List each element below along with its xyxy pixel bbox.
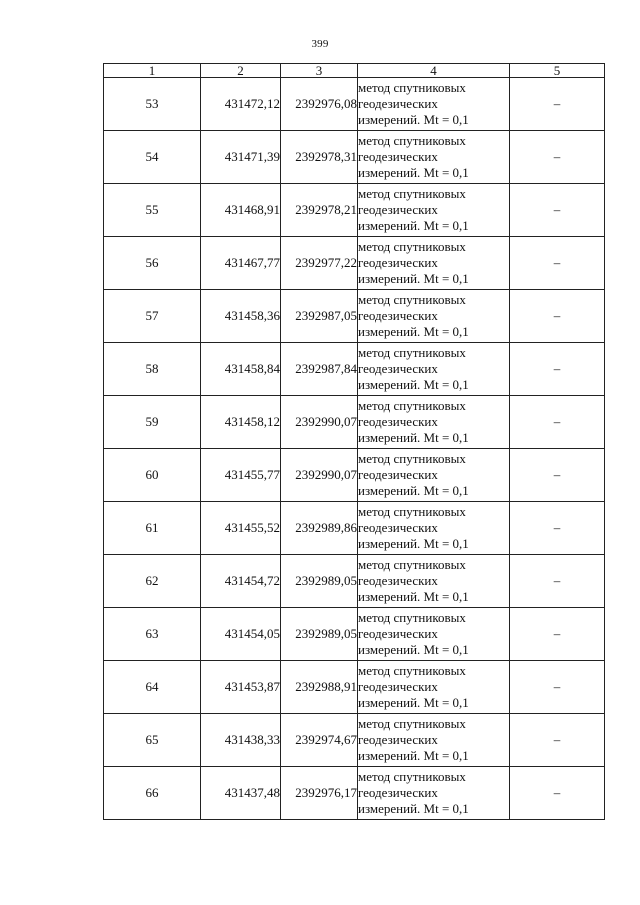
method-line: измерений. Mt = 0,1 <box>358 748 469 763</box>
x-coordinate-cell: 431455,52 <box>201 502 281 555</box>
table-row <box>104 555 605 608</box>
method-cell <box>358 449 510 502</box>
point-number-cell: 63 <box>104 608 201 661</box>
note-cell: – <box>510 502 605 555</box>
method-line: метод спутниковых <box>358 663 466 678</box>
y-coordinate-cell: 2392987,05 <box>281 290 358 343</box>
table-row <box>104 608 605 661</box>
point-number-cell: 61 <box>104 502 201 555</box>
note-cell: – <box>510 661 605 714</box>
x-coordinate-cell: 431453,87 <box>201 661 281 714</box>
method-line: измерений. Mt = 0,1 <box>358 324 469 339</box>
method-line: геодезических <box>358 626 438 641</box>
method-cell <box>358 502 510 555</box>
x-coordinate-cell: 431455,77 <box>201 449 281 502</box>
y-coordinate-cell: 2392978,21 <box>281 184 358 237</box>
x-coordinate-cell: 431472,12 <box>201 78 281 131</box>
table-row <box>104 237 605 290</box>
method-line: метод спутниковых <box>358 504 466 519</box>
method-cell <box>358 184 510 237</box>
point-number-cell: 57 <box>104 290 201 343</box>
method-line: метод спутниковых <box>358 186 466 201</box>
method-line: геодезических <box>358 785 438 800</box>
header-col-3: 3 <box>281 64 358 78</box>
note-cell: – <box>510 290 605 343</box>
table-row <box>104 343 605 396</box>
point-number-cell: 58 <box>104 343 201 396</box>
table-row <box>104 714 605 767</box>
y-coordinate-cell: 2392990,07 <box>281 449 358 502</box>
note-cell: – <box>510 608 605 661</box>
x-coordinate-cell: 431454,72 <box>201 555 281 608</box>
method-line: геодезических <box>358 520 438 535</box>
method-line: метод спутниковых <box>358 557 466 572</box>
method-line: геодезических <box>358 414 438 429</box>
point-number-cell: 62 <box>104 555 201 608</box>
x-coordinate-cell: 431454,05 <box>201 608 281 661</box>
point-number-cell: 59 <box>104 396 201 449</box>
method-line: метод спутниковых <box>358 292 466 307</box>
method-line: измерений. Mt = 0,1 <box>358 218 469 233</box>
point-number-cell: 56 <box>104 237 201 290</box>
note-cell: – <box>510 555 605 608</box>
y-coordinate-cell: 2392978,31 <box>281 131 358 184</box>
method-line: метод спутниковых <box>358 398 466 413</box>
method-line: измерений. Mt = 0,1 <box>358 801 469 816</box>
page-number: 399 <box>311 38 329 50</box>
point-number-cell: 60 <box>104 449 201 502</box>
method-line: метод спутниковых <box>358 716 466 731</box>
method-line: метод спутниковых <box>358 80 466 95</box>
method-line: метод спутниковых <box>358 239 466 254</box>
y-coordinate-cell: 2392977,22 <box>281 237 358 290</box>
method-cell <box>358 290 510 343</box>
method-line: метод спутниковых <box>358 610 466 625</box>
method-line: измерений. Mt = 0,1 <box>358 483 469 498</box>
method-cell <box>358 396 510 449</box>
y-coordinate-cell: 2392990,07 <box>281 396 358 449</box>
y-coordinate-cell: 2392976,08 <box>281 78 358 131</box>
point-number-cell: 55 <box>104 184 201 237</box>
method-cell <box>358 237 510 290</box>
method-line: метод спутниковых <box>358 769 466 784</box>
x-coordinate-cell: 431458,12 <box>201 396 281 449</box>
point-number-cell: 53 <box>104 78 201 131</box>
header-col-5: 5 <box>510 64 605 78</box>
method-line: измерений. Mt = 0,1 <box>358 642 469 657</box>
method-line: измерений. Mt = 0,1 <box>358 271 469 286</box>
table-row <box>104 131 605 184</box>
method-line: измерений. Mt = 0,1 <box>358 112 469 127</box>
table-row <box>104 290 605 343</box>
table-row <box>104 502 605 555</box>
table-header <box>104 64 605 78</box>
note-cell: – <box>510 449 605 502</box>
note-cell: – <box>510 343 605 396</box>
method-line: геодезических <box>358 679 438 694</box>
point-number-cell: 65 <box>104 714 201 767</box>
method-line: геодезических <box>358 255 438 270</box>
x-coordinate-cell: 431467,77 <box>201 237 281 290</box>
table-row <box>104 661 605 714</box>
method-cell <box>358 78 510 131</box>
method-cell <box>358 608 510 661</box>
method-line: геодезических <box>358 573 438 588</box>
x-coordinate-cell: 431471,39 <box>201 131 281 184</box>
note-cell: – <box>510 396 605 449</box>
x-coordinate-cell: 431468,91 <box>201 184 281 237</box>
table-row <box>104 184 605 237</box>
table-body <box>104 78 605 820</box>
point-number-cell: 64 <box>104 661 201 714</box>
x-coordinate-cell: 431458,36 <box>201 290 281 343</box>
method-cell <box>358 661 510 714</box>
note-cell: – <box>510 184 605 237</box>
y-coordinate-cell: 2392989,86 <box>281 502 358 555</box>
table-row <box>104 396 605 449</box>
header-col-2: 2 <box>201 64 281 78</box>
method-cell <box>358 767 510 820</box>
y-coordinate-cell: 2392989,05 <box>281 608 358 661</box>
point-number-cell: 66 <box>104 767 201 820</box>
x-coordinate-cell: 431437,48 <box>201 767 281 820</box>
note-cell: – <box>510 714 605 767</box>
x-coordinate-cell: 431458,84 <box>201 343 281 396</box>
method-line: геодезических <box>358 202 438 217</box>
y-coordinate-cell: 2392988,91 <box>281 661 358 714</box>
method-cell <box>358 555 510 608</box>
method-cell <box>358 131 510 184</box>
method-line: измерений. Mt = 0,1 <box>358 589 469 604</box>
method-line: геодезических <box>358 96 438 111</box>
table-row <box>104 767 605 820</box>
method-cell <box>358 714 510 767</box>
method-line: метод спутниковых <box>358 345 466 360</box>
table-row <box>104 78 605 131</box>
method-cell <box>358 343 510 396</box>
x-coordinate-cell: 431438,33 <box>201 714 281 767</box>
method-line: измерений. Mt = 0,1 <box>358 377 469 392</box>
table-row <box>104 449 605 502</box>
coordinates-table <box>103 63 605 820</box>
method-line: геодезических <box>358 308 438 323</box>
y-coordinate-cell: 2392976,17 <box>281 767 358 820</box>
method-line: измерений. Mt = 0,1 <box>358 536 469 551</box>
point-number-cell: 54 <box>104 131 201 184</box>
y-coordinate-cell: 2392974,67 <box>281 714 358 767</box>
method-line: геодезических <box>358 467 438 482</box>
method-line: геодезических <box>358 149 438 164</box>
method-line: метод спутниковых <box>358 133 466 148</box>
method-line: измерений. Mt = 0,1 <box>358 430 469 445</box>
method-line: измерений. Mt = 0,1 <box>358 695 469 710</box>
header-row <box>104 64 605 78</box>
method-line: измерений. Mt = 0,1 <box>358 165 469 180</box>
method-line: метод спутниковых <box>358 451 466 466</box>
note-cell: – <box>510 237 605 290</box>
header-col-4: 4 <box>358 64 510 78</box>
y-coordinate-cell: 2392989,05 <box>281 555 358 608</box>
note-cell: – <box>510 78 605 131</box>
y-coordinate-cell: 2392987,84 <box>281 343 358 396</box>
method-line: геодезических <box>358 732 438 747</box>
note-cell: – <box>510 131 605 184</box>
header-col-1: 1 <box>104 64 201 78</box>
method-line: геодезических <box>358 361 438 376</box>
note-cell: – <box>510 767 605 820</box>
